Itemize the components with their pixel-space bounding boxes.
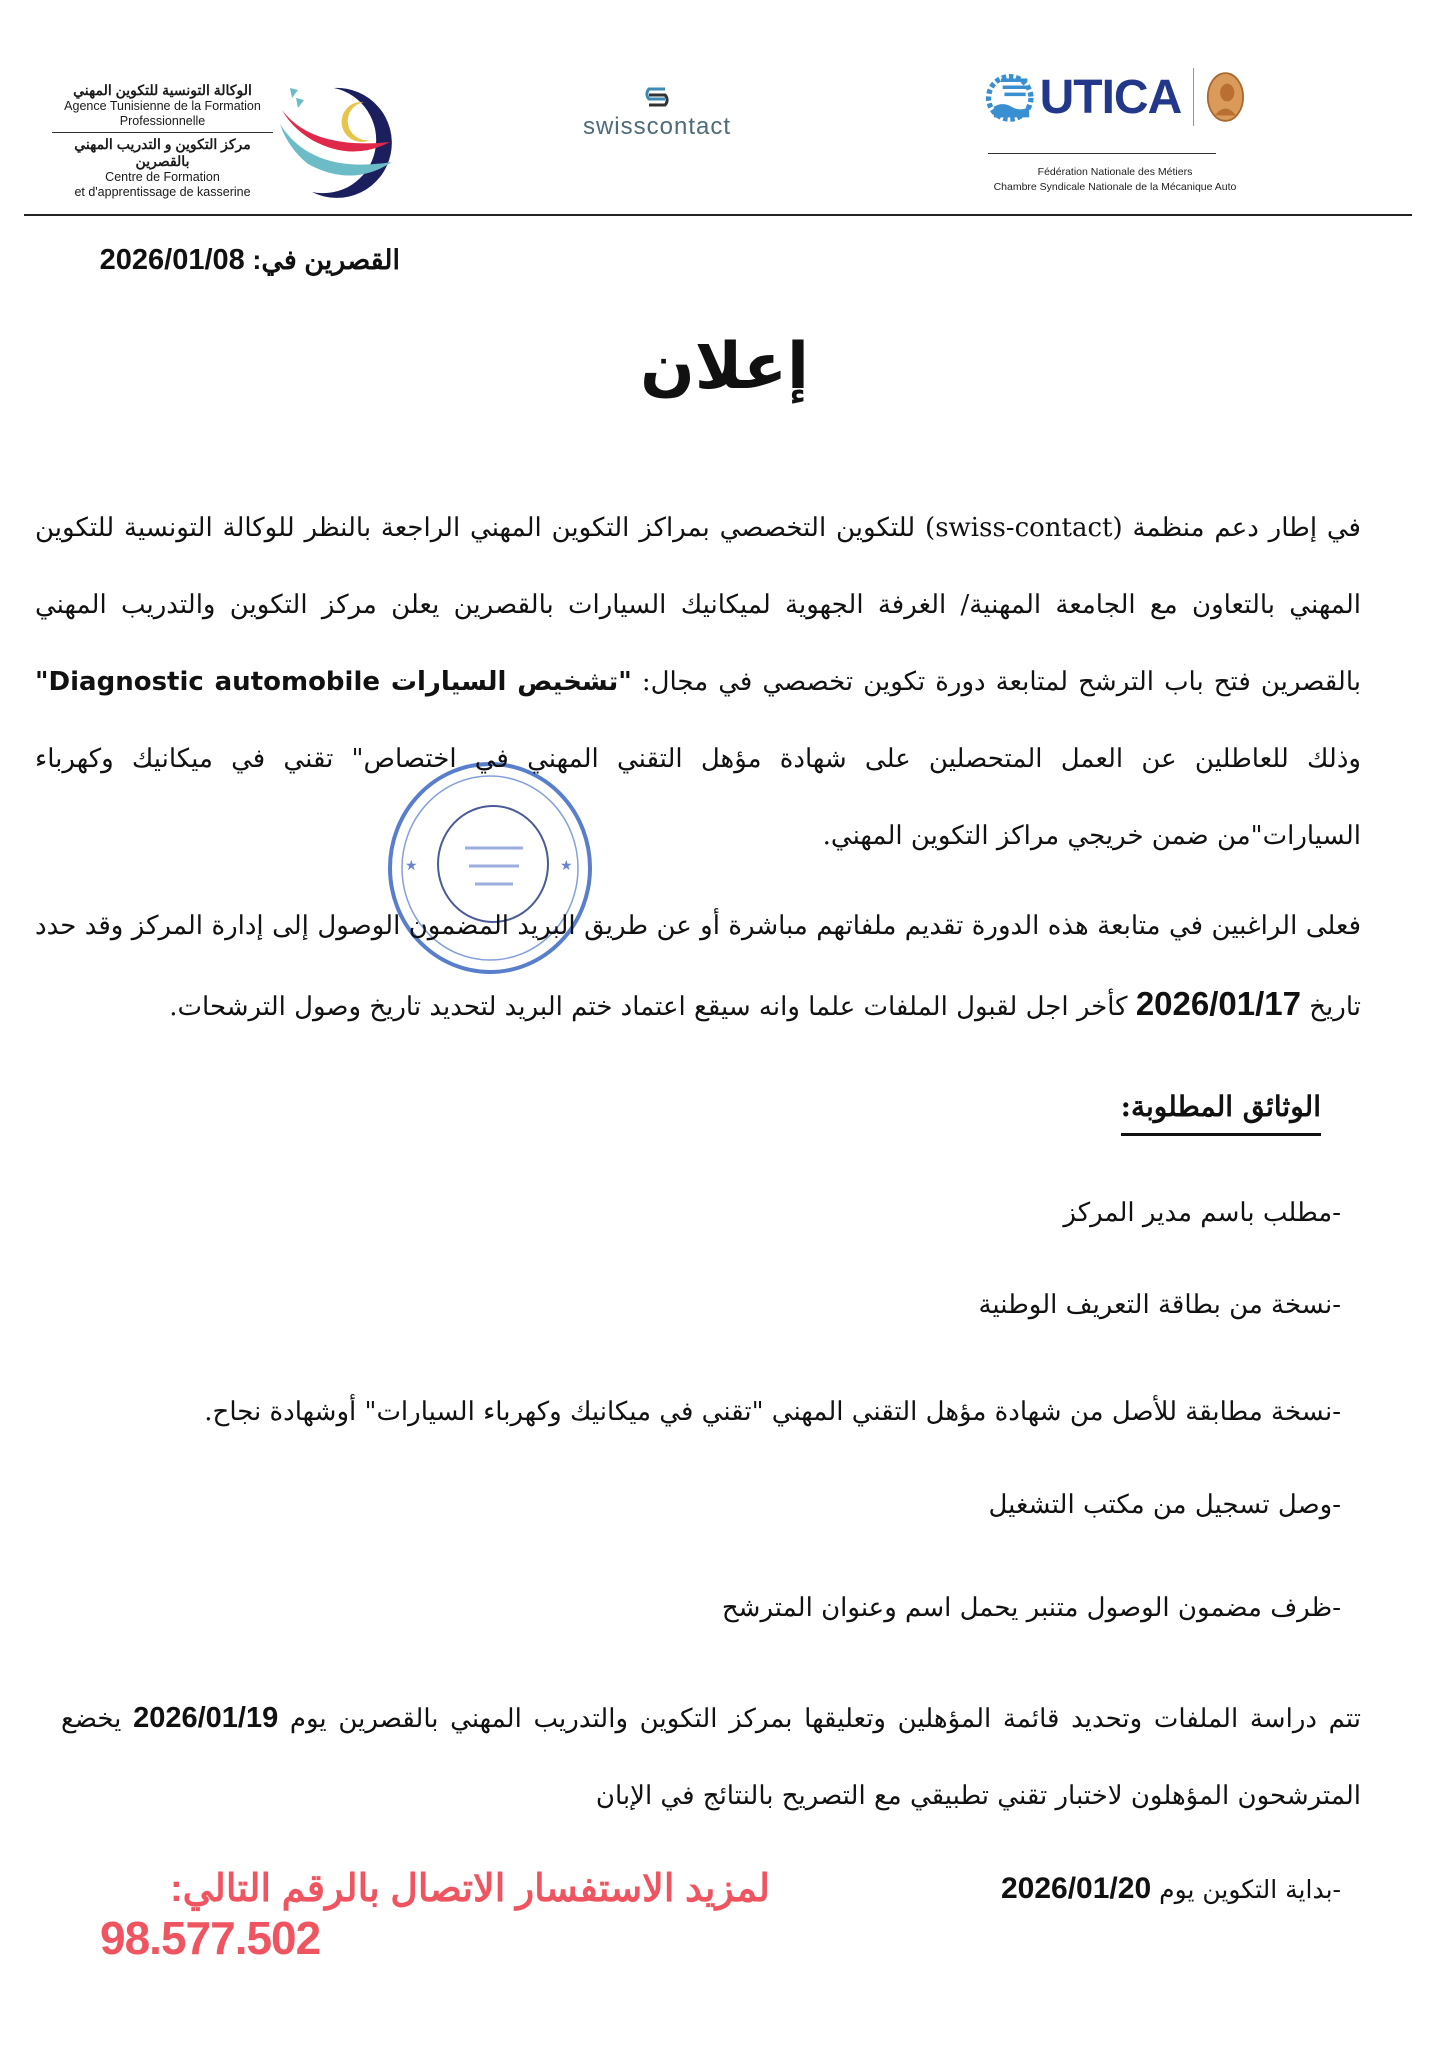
document-item: -وصل تسجيل من مكتب التشغيل (988, 1490, 1341, 1520)
required-documents-heading: الوثائق المطلوبة: (1121, 1090, 1321, 1136)
utica-subtitle (985, 165, 1245, 195)
utica-name: UTICA (1039, 70, 1182, 124)
center-name-ar: مركز التكوين و التدريب المهني بالقصرين (74, 136, 251, 169)
utica-gear-icon (985, 62, 1034, 132)
swisscontact-logo (582, 85, 732, 141)
utica-line-2: Chambre Syndicale Nationale de la Mécanique Auto (993, 181, 1237, 193)
application-text-2: كأخر اجل لقبول الملفات علما وانه سيقع اعتماد ختم البريد لتحديد تاريخ وصول الترشحات. (169, 992, 1128, 1022)
document-item: -نسخة مطابقة للأصل من شهادة مؤهل التقني المهني "تقني في ميكانيك وكهرباء السيارات" أوشهادة نجاح. (204, 1397, 1341, 1427)
application-paragraph (35, 888, 1361, 1046)
agency-header-text (60, 82, 265, 200)
swisscontact-icon (635, 85, 679, 109)
selection-text-1: تتم دراسة الملفات وتحديد قائمة المؤهلين وتعليقها بمركز التكوين والتدريب المهني بالقصرين يوم (289, 1704, 1362, 1734)
center-name-fr-2: et d'apprentissage de kasserine (74, 185, 251, 199)
contact-block (100, 1866, 770, 1964)
page-title: إعلان (640, 330, 809, 404)
intro-text-1: في إطار دعم منظمة (swiss-contact) للتكوين التخصصي بمراكز التكوين المهني الراجعة بالنظر للوكالة التونسية للتكوين المهني بالتعاون مع الجامعة المهنية/ الغرفة الجهوية لميكانيك السيارات بالقصرين يعلن مركز التكوين والتدريب المهني بالقصرين فتح باب الترشح لمتابعة دورة تكوين تخصصي في مجال: (35, 513, 1362, 697)
agency-name-fr-2: Professionnelle (119, 114, 206, 128)
utica-logo (985, 62, 1245, 132)
agency-name-ar: الوكالة التونسية للتكوين المهني (73, 82, 252, 98)
date-line (40, 244, 400, 277)
document-item: -نسخة من بطاقة التعريف الوطنية (978, 1290, 1341, 1320)
utica-line-1: Fédération Nationale des Métiers (1037, 166, 1193, 178)
center-name-fr-1: Centre de Formation (105, 170, 220, 184)
utica-divider (1193, 68, 1194, 126)
svg-text:★: ★ (560, 858, 573, 874)
deadline-date: 2026/01/17 (1135, 985, 1301, 1022)
swisscontact-name: swisscontact (582, 113, 732, 140)
svg-text:★: ★ (405, 858, 418, 874)
application-text-1: فعلى الراغبين في متابعة هذه الدورة تقديم ملفاتهم مباشرة أو عن طريق البريد المضمون الوصول إلى إدارة المركز وقد حدد تاريخ (35, 911, 1361, 1022)
training-start-date: 2026/01/20 (1000, 1872, 1152, 1905)
date-label: القصرين في: (252, 245, 400, 275)
selection-text-2: يخضع المترشحون المؤهلون لاختبار تقني تطبيقي مع التصريح بالنتائج في الإبان (61, 1704, 1361, 1811)
contact-phone[interactable]: 98.577.502 (100, 1912, 321, 1964)
date-value: 2026/01/08 (99, 244, 245, 276)
document-item: -مطلب باسم مدير المركز (1063, 1198, 1341, 1228)
intro-text-2: وذلك للعاطلين عن العمل المتحصلين على شهادة مؤهل التقني المهني في اختصاص" تقني في ميكانيك وكهرباء السيارات"من ضمن خريجي مراكز التكوين المهني. (35, 744, 1361, 851)
intro-paragraph (35, 490, 1361, 875)
document-item: -ظرف مضمون الوصول متنبر يحمل اسم وعنوان المترشح (721, 1593, 1341, 1623)
header-divider (24, 214, 1412, 216)
agency-name-fr-1: Agence Tunisienne de la Formation (64, 99, 261, 113)
training-start-line (1001, 1872, 1341, 1906)
atfp-logo-icon (272, 80, 417, 200)
utica-rule (988, 153, 1216, 154)
selection-date: 2026/01/19 (133, 1702, 279, 1734)
contact-label: لمزيد الاستفسار الاتصال بالرقم التالي: (169, 1868, 770, 1910)
medallion-portrait-icon (1206, 68, 1245, 126)
agency-divider (52, 132, 273, 133)
training-field: "تشخيص السيارات Diagnostic automobile" (35, 667, 632, 697)
selection-paragraph (61, 1680, 1361, 1835)
training-start-label: -بداية التكوين يوم (1159, 1875, 1341, 1904)
